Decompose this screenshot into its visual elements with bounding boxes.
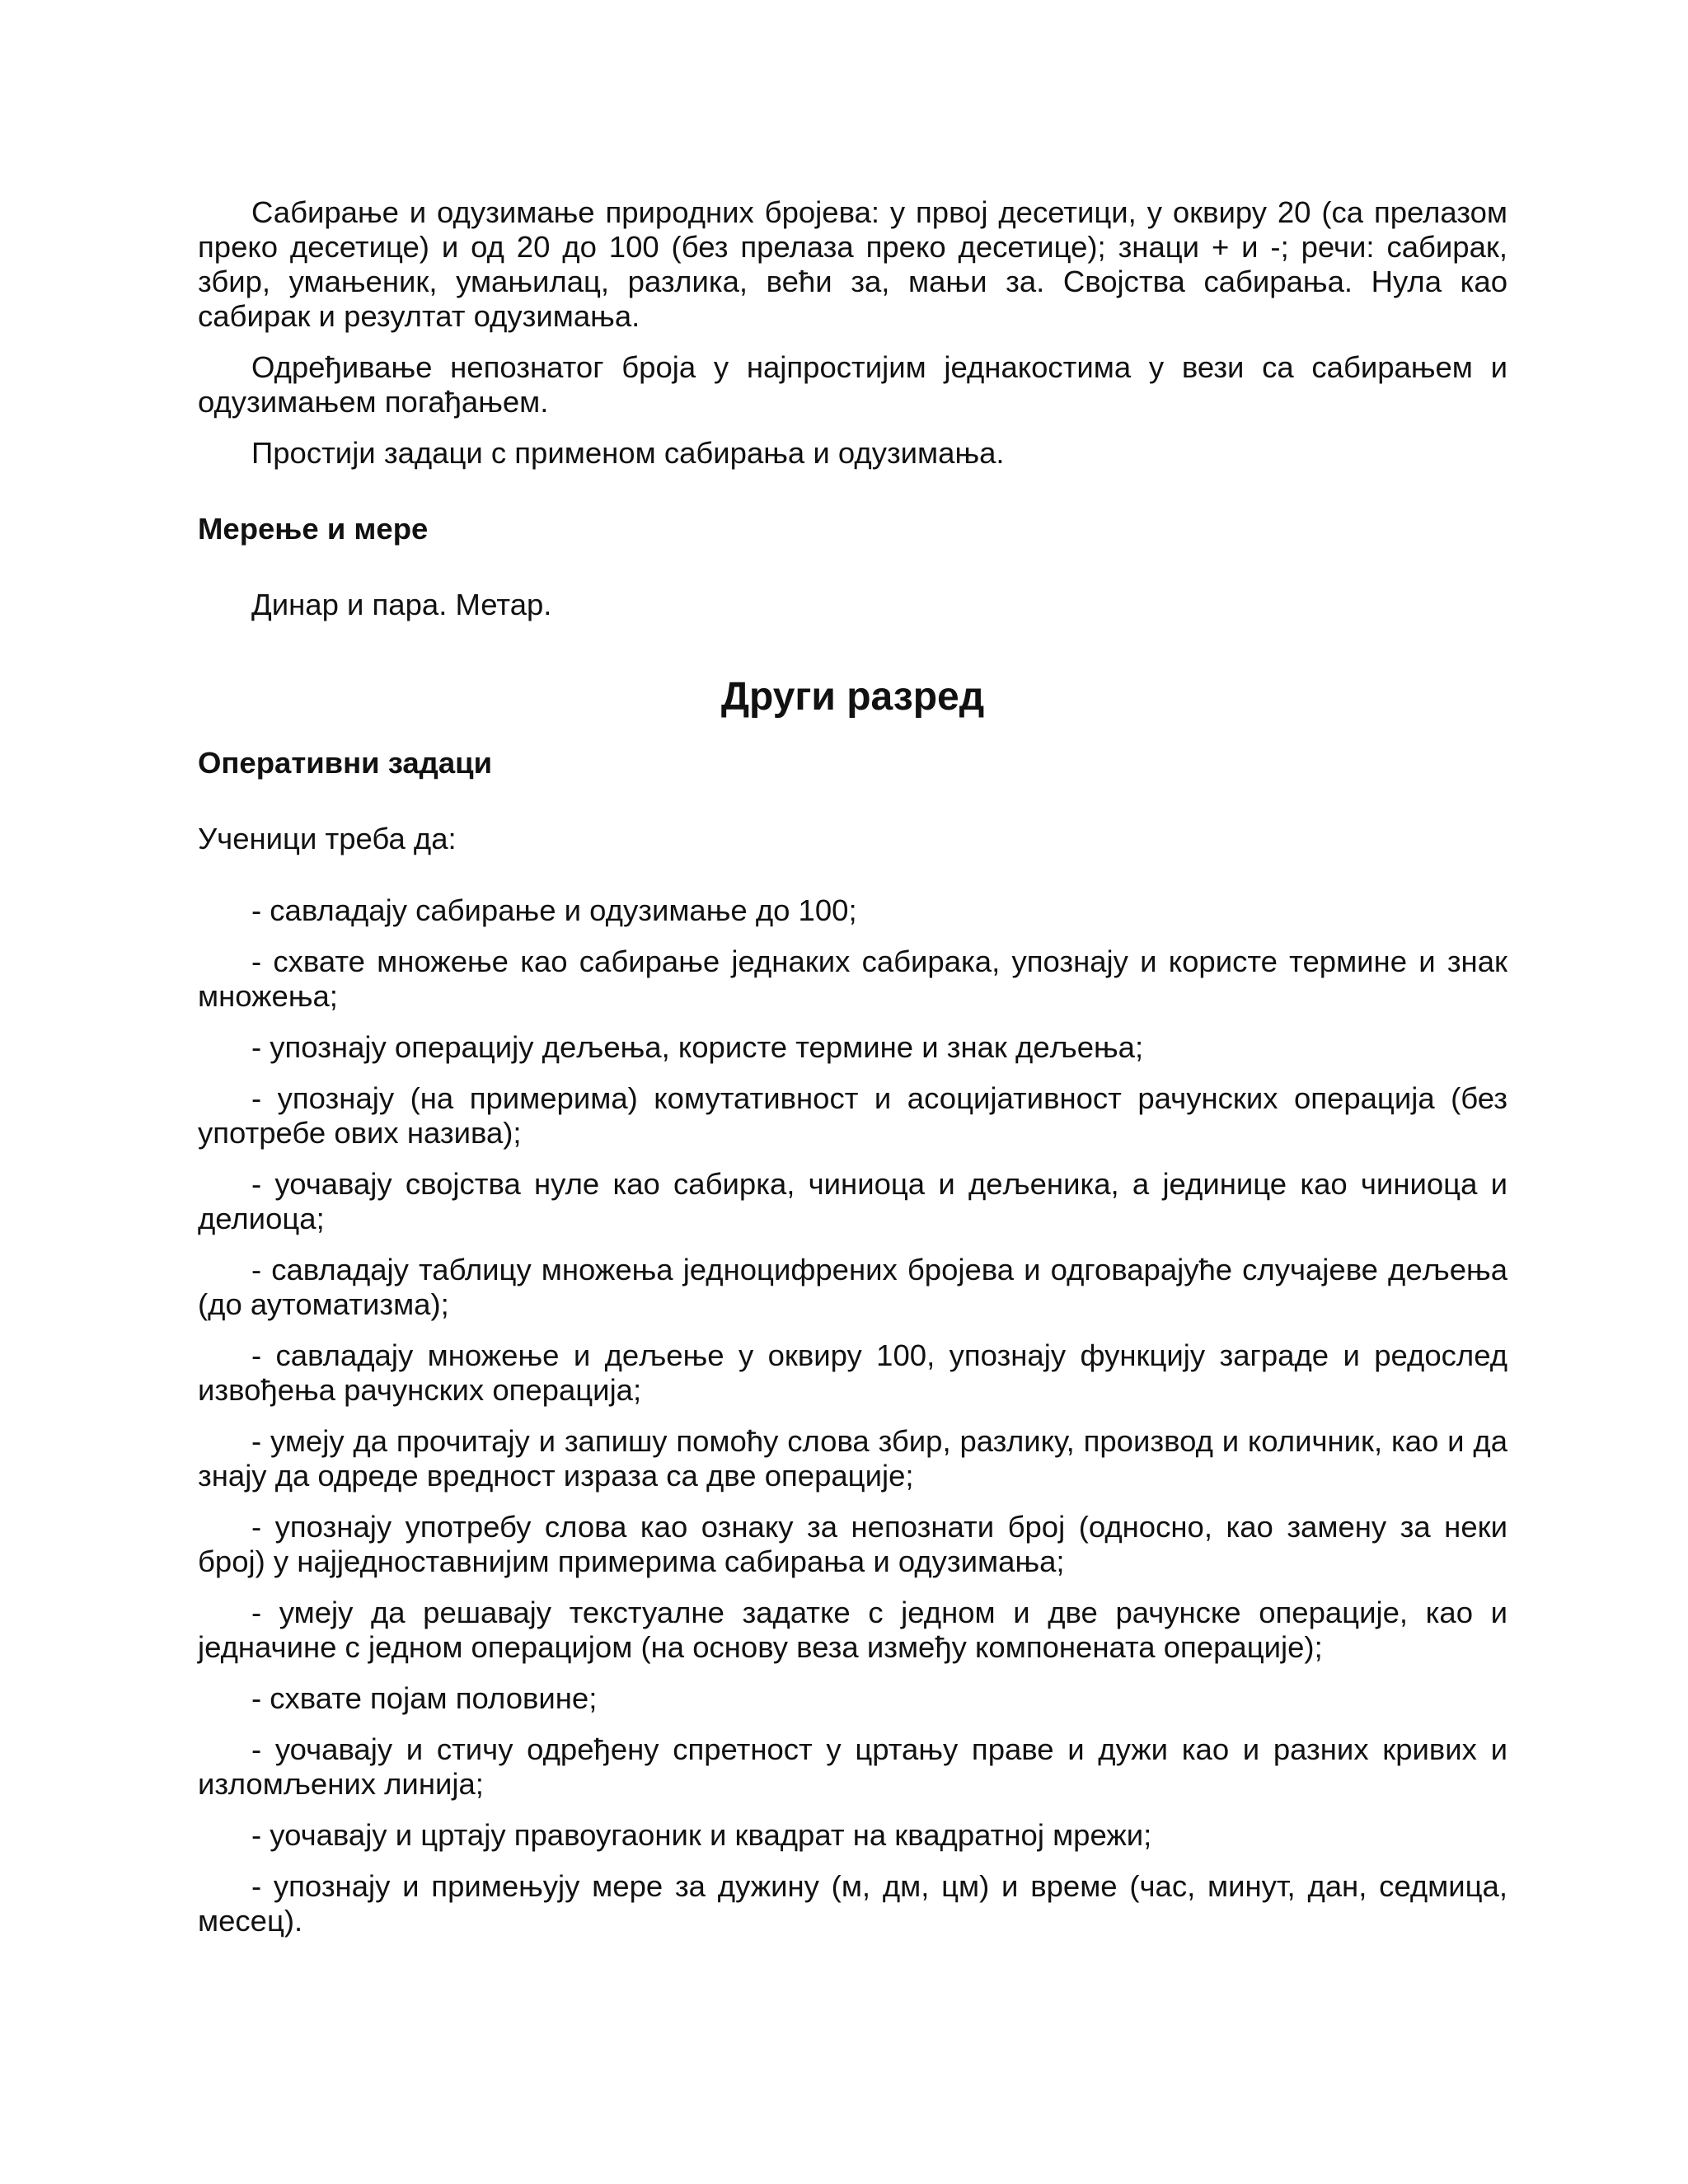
list-item: - умеју да прочитају и запишу помоћу слова збир, разлику, производ и количник, као и да знају да одреде вредност израза са две операције; xyxy=(198,1424,1507,1493)
measurement-text: Динар и пара. Метар. xyxy=(251,588,552,621)
document-page xyxy=(198,195,1507,1938)
list-item: - савладају таблицу множења једноцифрених бројева и одговарајуће случајеве дељења (до аутоматизма); xyxy=(198,1253,1507,1321)
section-heading-measurement: Мерење и мере xyxy=(198,512,429,546)
list-item: - савладају сабирање и одузимање до 100; xyxy=(251,893,857,927)
list-item: - уочавају својства нуле као сабирка, чиниоца и дељеника, а јединице као чиниоца и делиоца; xyxy=(198,1167,1507,1235)
list-item: - упознају употребу слова као ознаку за непознати број (односно, као замену за неки број) у најједноставнијим примерима сабирања и одузимања; xyxy=(198,1510,1507,1578)
list-item: - савладају множење и дељење у оквиру 100, упознају функцију заграде и редослед извођења рачунских операција; xyxy=(198,1338,1507,1407)
list-item: - упознају операцију дељења, користе термине и знак дељења; xyxy=(251,1030,1144,1064)
section-heading-operative-tasks: Оперативни задаци xyxy=(198,746,493,780)
intro-paragraph: Одређивање непознатог броја у најпростијим једнакостима у вези са сабирањем и одузимањем погађањем. xyxy=(198,350,1507,419)
intro-section xyxy=(198,195,1507,471)
list-item: - упознају (на примерима) комутативност и асоцијативност рачунских операција (без употребе ових назива); xyxy=(198,1081,1507,1150)
list-item: - упознају и примењују мере за дужину (м, дм, цм) и време (час, минут, дан, седмица, месец). xyxy=(198,1869,1507,1938)
intro-paragraph: Простији задаци с применом сабирања и одузимања. xyxy=(251,436,1005,470)
task-list xyxy=(198,893,1507,1938)
list-item: - схвате множење као сабирање једнаких сабирака, упознају и користе термине и знак множења; xyxy=(198,944,1507,1013)
list-item: - схвате појам половине; xyxy=(251,1681,598,1715)
intro-paragraph: Сабирање и одузимање природних бројева: у првој десетици, у оквиру 20 (са прелазом преко десетице) и од 20 до 100 (без прелаза преко десетице); знаци + и -; речи: сабирак, збир, умањеник, умањилац, разлика, већи за, мањи за. Својства сабирања. Нула као сабирак и резултат одузимања. xyxy=(198,195,1507,333)
lead-text: Ученици треба да: xyxy=(198,822,457,855)
list-item: - уочавају и цртају правоугаоник и квадрат на квадратној мрежи; xyxy=(251,1818,1152,1852)
grade-title: Други разред xyxy=(720,675,985,719)
list-item: - умеју да решавају текстуалне задатке с једном и две рачунске операције, као и једначине с једном операцијом (на основу веза између компонената операције); xyxy=(198,1596,1507,1664)
list-item: - уочавају и стичу одређену спретност у цртању праве и дужи као и разних кривих и изломљених линија; xyxy=(198,1732,1507,1801)
